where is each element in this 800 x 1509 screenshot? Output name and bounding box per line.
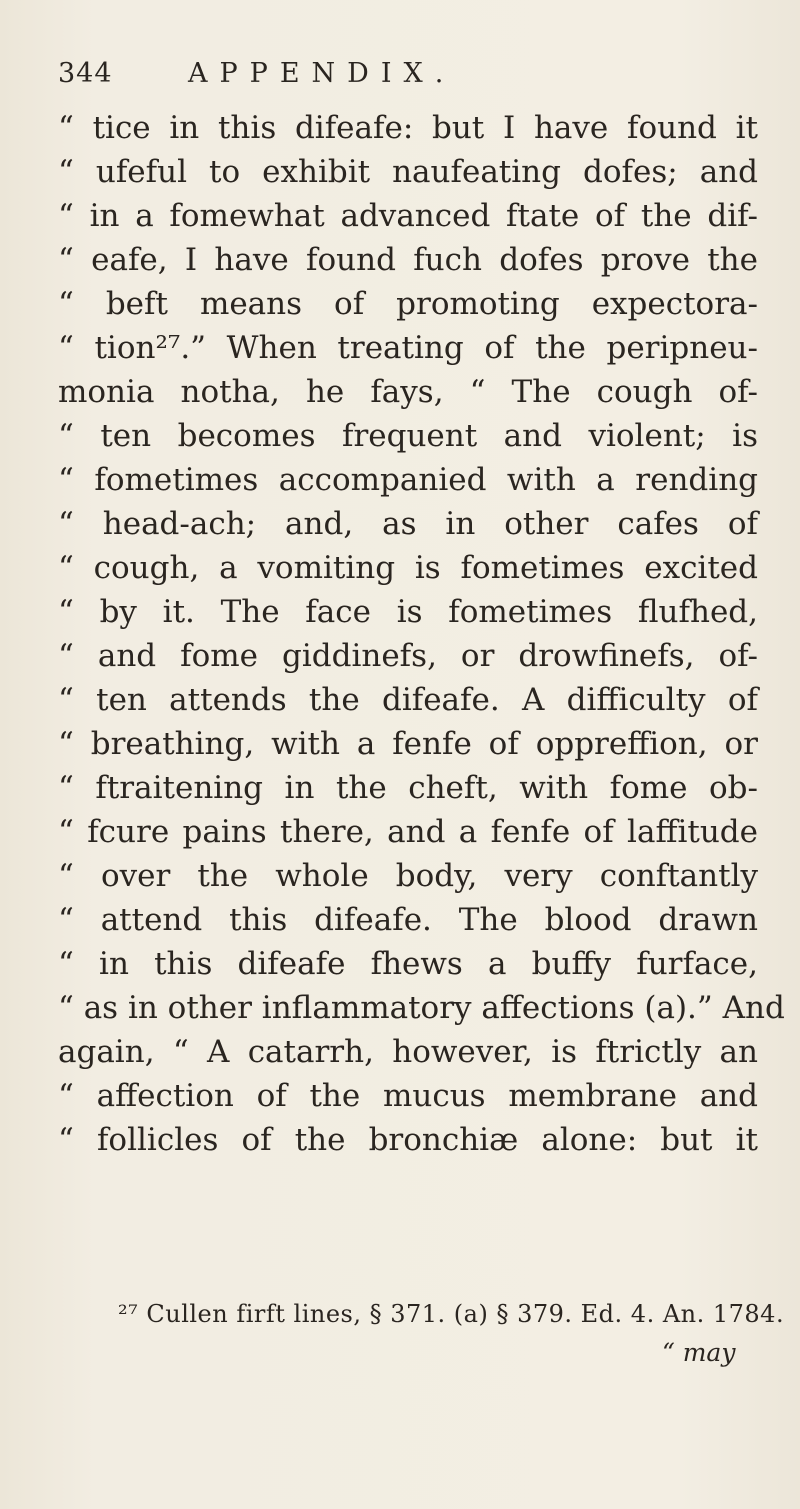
text-line: “ ufeful to exhibit naufeating dofes; and <box>58 154 758 190</box>
text-line: “ follicles of the bronchiæ alone: but it <box>58 1122 758 1158</box>
text-line: “ in a fomewhat advanced ftate of the dif- <box>58 198 758 234</box>
text-line: “ beft means of promoting expectora- <box>58 286 758 322</box>
text-line: “ fometimes accompanied with a rending <box>58 462 758 498</box>
text-line: monia notha, he fays, “ The cough of- <box>58 374 758 410</box>
text-line: “ as in other inflammatory affections (a).” And <box>58 990 785 1026</box>
body-text <box>58 106 785 1162</box>
text-line: “ ten attends the difeafe. A difficulty of <box>58 682 758 718</box>
text-line: “ in this difeafe fhews a buffy furface, <box>58 946 758 982</box>
text-line: “ affection of the mucus membrane and <box>58 1078 758 1114</box>
footnote: ²⁷ Cullen firft lines, § 371. (a) § 379. Ed. 4. An. 1784. <box>118 1300 785 1328</box>
text-line: “ fcure pains there, and a fenfe of laffitude <box>58 814 758 850</box>
text-line: “ eafe, I have found fuch dofes prove the <box>58 242 758 278</box>
catchword: “ may <box>662 1338 736 1367</box>
text-line: “ cough, a vomiting is fometimes excited <box>58 550 758 586</box>
text-line: “ tion²⁷.” When treating of the peripneu- <box>58 330 758 366</box>
running-head: APPENDIX. <box>188 58 456 89</box>
text-line: “ breathing, with a fenfe of oppreffion, or <box>58 726 758 762</box>
text-line: “ head-ach; and, as in other cafes of <box>58 506 758 542</box>
text-line: again, “ A catarrh, however, is ftrictly an <box>58 1034 758 1070</box>
text-line: “ and fome giddinefs, or drowfinefs, of- <box>58 638 758 674</box>
text-line: “ ftraitening in the cheft, with fome ob- <box>58 770 758 806</box>
text-line: “ attend this difeafe. The blood drawn <box>58 902 758 938</box>
text-line: “ by it. The face is fometimes flufhed, <box>58 594 758 630</box>
text-line: “ tice in this difeafe: but I have found it <box>58 110 758 146</box>
page-number: 344 <box>58 58 113 89</box>
text-line: “ ten becomes frequent and violent; is <box>58 418 758 454</box>
text-line: “ over the whole body, very conftantly <box>58 858 758 894</box>
page-header <box>58 58 758 98</box>
